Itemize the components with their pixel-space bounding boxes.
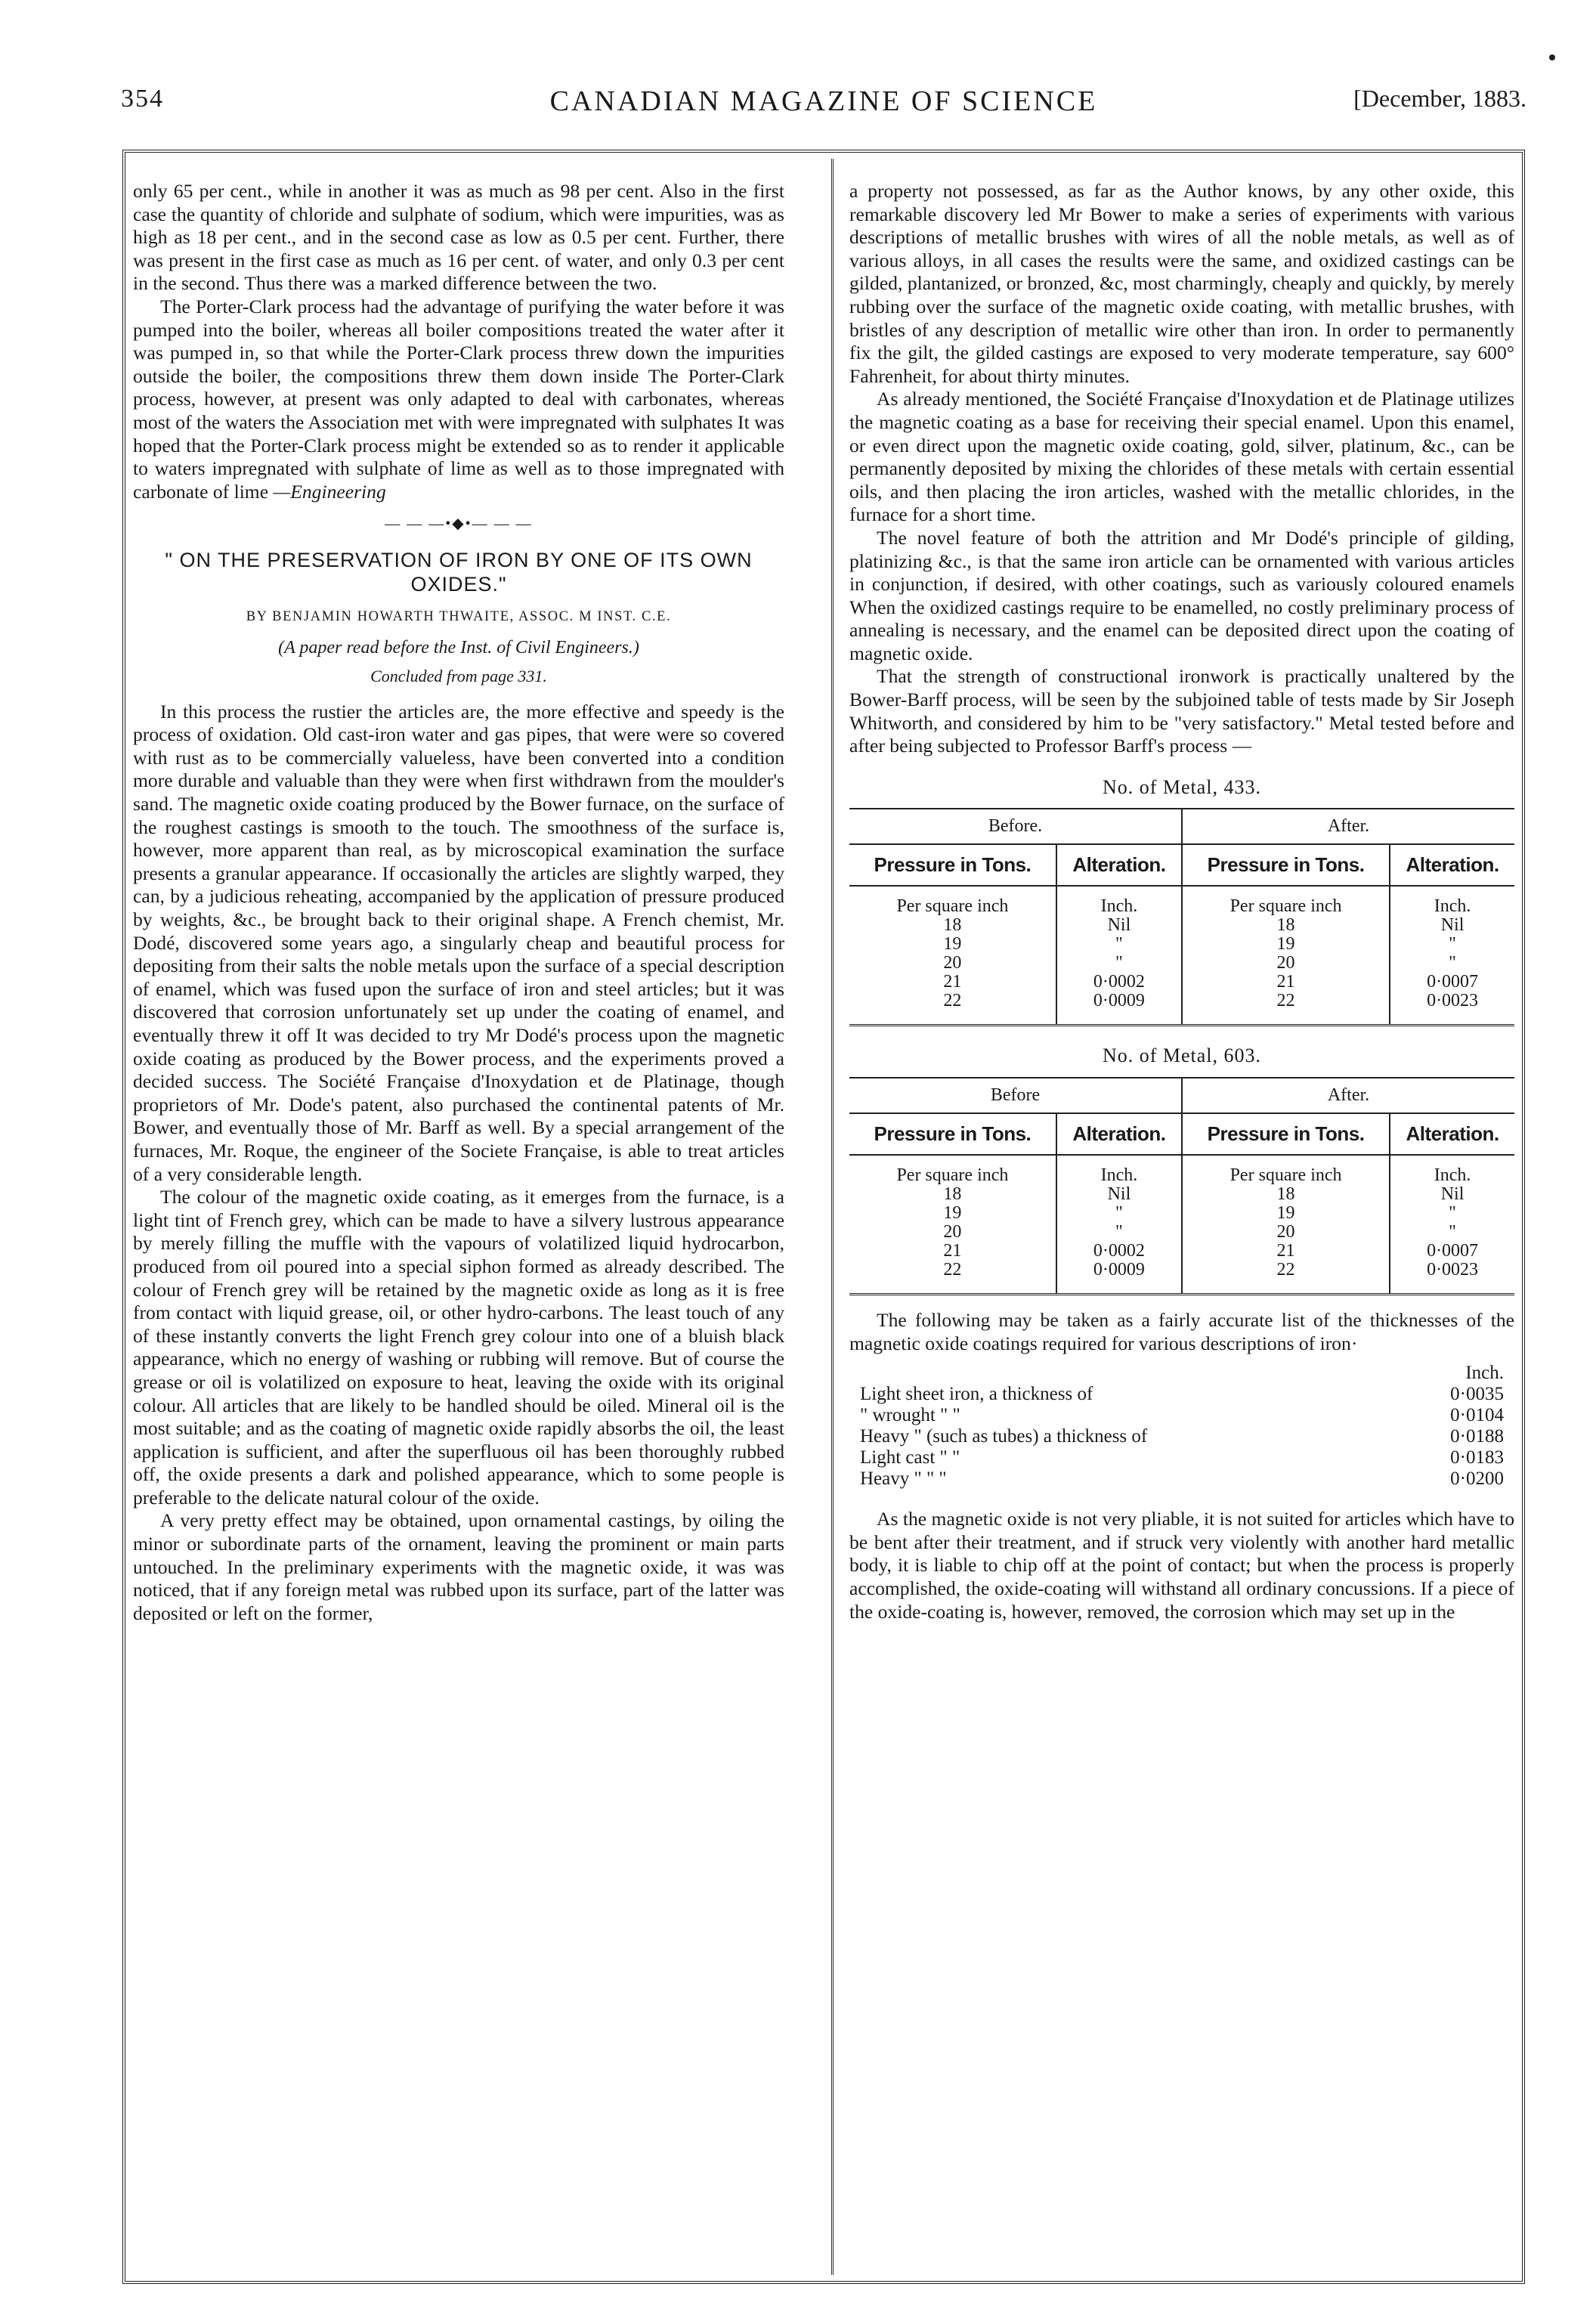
- page-number: 354: [121, 85, 164, 113]
- paragraph: As already mentioned, the Société Française d'Inoxydation et de Platinage utilizes the magnetic coating as a base for receiving their special enamel. Upon this enamel, or even direct upon the magnetic oxide coating, gold, silver, platinum, &c., can be permanently deposited by mixing the chlorides of these metals with certain essential oils, and then placing the iron articles, washed with the metallic chlorides, in the furnace for a short time.: [849, 388, 1514, 526]
- paragraph: The novel feature of both the attrition and Mr Dodé's principle of gilding, platinizing &c., is that the same iron article can be ornamented with various articles in conjunction, if desired, with other coatings, such as variously coloured enamels When the oxidized castings require to be enamelled, no costly preliminary process of annealing is necessary, and the enamel can be deposited direct upon the coating of magnetic oxide.: [849, 526, 1514, 664]
- thickness-value: 0·0200: [1450, 1468, 1504, 1490]
- source-credit: —Engineering: [273, 480, 386, 503]
- group-header-after: After.: [1182, 809, 1514, 844]
- thickness-label: Heavy " " ": [860, 1468, 947, 1490]
- table-cell: Nil: [1440, 1184, 1465, 1205]
- unit-label: Inch.: [1056, 1155, 1182, 1185]
- metal-test-table-433: [849, 808, 1514, 1026]
- table-cell: 0·0009: [1056, 992, 1182, 1026]
- thickness-label: " wrought " ": [860, 1405, 960, 1426]
- ink-dot: [1549, 54, 1555, 60]
- table-cell: 20: [1182, 1223, 1390, 1242]
- byline: BY BENJAMIN HOWARTH THWAITE, ASSOC. M INST. C.E.: [246, 608, 672, 624]
- paragraph: a property not possessed, as far as the Author knows, by any other oxide, this remarkable discovery led Mr Bower to make a series of experiments with various descriptions of metallic brushes with wires of all the noble metals, as well as of various alloys, in all cases the results were the same, and oxidized castings can be gilded, plantanized, or bronzed, &c, most charmingly, cheaply and quickly, by merely rubbing over the surface of the magnetic oxide coating, with metallic brushes, with bristles of any description of metallic wire other than iron. In order to permanently fix the gilt, the gilded castings are exposed to very moderate temperature, say 600° Fahrenheit, for about thirty minutes.: [849, 180, 1514, 387]
- table-cell: ": [1056, 935, 1182, 954]
- table-cell: 19: [849, 935, 1056, 954]
- column-header: Alteration.: [1390, 1113, 1514, 1155]
- table-cell: 0·0023: [1390, 992, 1514, 1026]
- paragraph: The colour of the magnetic oxide coating, as it emerges from the furnace, is a light tint of French grey, which can be made to have a silvery lustrous appearance by merely filling the muffle with the vapours of volatilized liquid hydrocarbon, produced from oil poured into a special siphon formed as already described. The colour of French grey will be retained by the magnetic oxide as long as it is free from contact with liquid grease, oil, or other hydro-carbons. The least touch of any of these instantly converts the light French grey colour into one of a bluish black appearance, which no energy of washing or rubbing will remove. But of course the grease or oil is volatilized on exposure to heat, leaving the oxide with its original colour. All articles that are likely to be handled should be oiled. Mineral oil is the most suitable; and as the coating of magnetic oxide rapidly absorbs the oil, the least application is sufficient, and after the superfluous oil has been thoroughly rubbed off, the oxide presents a dark and polished appearance, which to some people is preferable to the delicate natural colour of the oxide.: [133, 1186, 784, 1509]
- column-header: Alteration.: [1056, 1113, 1182, 1155]
- table-cell: 18: [849, 1185, 1056, 1204]
- table-cell: 19: [849, 1204, 1056, 1223]
- list-item: [860, 1468, 1504, 1490]
- issue-date: [December, 1883.: [1353, 85, 1526, 112]
- paragraph: only 65 per cent., while in another it was as much as 98 per cent. Also in the first case the quantity of chloride and sulphate of sodium, which were impurities, was as high as 18 per cent., and in the second case as low as 0.5 per cent. Further, there was present in the first case as much as 16 per cent. of water, and only 0.3 per cent in the second. Thus there was a marked difference between the two.: [133, 180, 784, 295]
- table-cell: ": [1449, 1203, 1456, 1224]
- table-cell: 22: [1182, 1261, 1390, 1295]
- right-column: [849, 180, 1514, 1623]
- table-cell: 0·0007: [1427, 972, 1479, 992]
- unit-label: Per square inch: [849, 1155, 1056, 1185]
- unit-label: Per square inch: [1182, 886, 1390, 916]
- thickness-label: Light sheet iron, a thickness of: [860, 1384, 1093, 1405]
- table-cell: 0·0007: [1427, 1241, 1479, 1261]
- thickness-label: Light cast " ": [860, 1447, 960, 1468]
- table-cell: 0·0009: [1056, 1261, 1182, 1295]
- paper-note: (A paper read before the Inst. of Civil Engineers.): [278, 637, 639, 658]
- continuation-note: Concluded from page 331.: [370, 667, 547, 686]
- thickness-label: Heavy " (such as tubes) a thickness of: [860, 1426, 1148, 1447]
- paragraph: The following may be taken as a fairly accurate list of the thicknesses of the magnetic oxide coatings required for various descriptions of iron·: [849, 1309, 1514, 1354]
- left-column: [133, 180, 784, 1625]
- unit-label: Inch.: [1434, 896, 1471, 917]
- paragraph: That the strength of constructional ironwork is practically unaltered by the Bower-Barff process, will be seen by the subjoined table of tests made by Sir Joseph Whitworth, and considered by him to be "very satisfactory." Metal tested before and after being subjected to Professor Barff's process —: [849, 665, 1514, 757]
- paragraph-text: The Porter-Clark process had the advantage of purifying the water before it was pumped into the boiler, whereas all boiler compositions treated the water after it was pumped in, so that while the Porter-Clark process threw down the impurities outside the boiler, the compositions threw them down inside The Porter-Clark process, however, at present was only adapted to deal with carbonates, whereas most of the waters the Association met with were impregnated with sulphates It was hoped that the Porter-Clark process might be extended so as to render it applicable to waters impregnated with sulphate of lime as well as to those impregnated with carbonate of lime: [133, 295, 784, 503]
- list-item: [860, 1405, 1504, 1426]
- table-cell: 22: [1182, 992, 1390, 1026]
- group-header-before: Before: [849, 1078, 1182, 1113]
- table-cell: ": [1449, 934, 1456, 955]
- table-cell: Nil: [1056, 1185, 1182, 1204]
- paragraph: A very pretty effect may be obtained, upon ornamental castings, by oiling the minor or subordinate parts of the ornament, leaving the prominent or main parts untouched. In the preliminary experiments with the magnetic oxide, it was was noticed, that if any foreign metal was rubbed upon its surface, part of the latter was deposited or left on the former,: [133, 1509, 784, 1624]
- table-cell: 20: [1182, 954, 1390, 973]
- table-cell: ": [1449, 1222, 1456, 1242]
- column-header: Pressure in Tons.: [1182, 1113, 1390, 1155]
- thickness-list: [860, 1363, 1504, 1490]
- thickness-unit: Inch.: [1465, 1363, 1504, 1384]
- table-cell: Nil: [1440, 915, 1465, 936]
- table-cell: 20: [849, 954, 1056, 973]
- unit-label: Per square inch: [849, 886, 1056, 916]
- table-cell: 0·0002: [1056, 973, 1182, 992]
- list-item: [860, 1384, 1504, 1405]
- table-cell: 0·0023: [1390, 1261, 1514, 1295]
- table-cell: 22: [849, 992, 1056, 1026]
- table-cell: 20: [849, 1223, 1056, 1242]
- table-cell: 21: [1182, 973, 1390, 992]
- table-cell: 21: [1182, 1242, 1390, 1261]
- column-header: Alteration.: [1056, 844, 1182, 886]
- thickness-value: 0·0035: [1450, 1384, 1504, 1405]
- unit-label: Inch.: [1434, 1165, 1471, 1186]
- unit-label: Inch.: [1056, 886, 1182, 916]
- table-title: No. of Metal, 603.: [1102, 1044, 1262, 1067]
- table-cell: 0·0002: [1056, 1242, 1182, 1261]
- group-header-after: After.: [1182, 1078, 1514, 1113]
- table-cell: ": [1056, 954, 1182, 973]
- thickness-value: 0·0188: [1450, 1426, 1504, 1447]
- table-cell: 18: [1182, 916, 1390, 935]
- table-cell: 19: [1182, 1204, 1390, 1223]
- table-cell: ": [1056, 1204, 1182, 1223]
- table-cell: 18: [1182, 1185, 1390, 1204]
- table-cell: 18: [849, 916, 1056, 935]
- running-head: [121, 85, 1526, 130]
- unit-label: Per square inch: [1182, 1155, 1390, 1185]
- paragraph: As the magnetic oxide is not very pliable, it is not suited for articles which have to be bent after their treatment, and if struck very violently with another hard metallic body, it is liable to chip off at the point of contact; but when the process is properly accomplished, the oxide-coating will withstand all ordinary concussions. If a piece of the oxide-coating is, however, removed, the corrosion which may set up in the: [849, 1508, 1514, 1623]
- list-item: [860, 1426, 1504, 1447]
- column-header: Pressure in Tons.: [849, 1113, 1056, 1155]
- table-cell: Nil: [1056, 916, 1182, 935]
- column-header: Pressure in Tons.: [849, 844, 1056, 886]
- table-cell: ": [1449, 953, 1456, 973]
- paragraph: In this process the rustier the articles are, the more effective and speedy is the process of oxidation. Old cast-iron water and gas pipes, that were were so covered with rust as to be commercially valueless, have been converted into a condition more durable and valuable than they were when first withdrawn from the moulder's sand. The magnetic oxide coating produced by the Bower furnace, on the surface of the roughest castings is smooth to the touch. The smoothness of the surface is, however, more apparent than real, as by microscopical examination the surface presents a granular appearance. If occasionally the articles are slightly warped, they can, by a judicious reheating, accompanied by the application of pressure produced by weights, &c., be brought back to their original shape. A French chemist, Mr. Dodé, discovered some years ago, a singularly cheap and beautiful process for depositing from their salts the noble metals upon the surface of a special description of enamel, which was fused upon the surface of iron and steel articles; but it was discovered that corrosion unfortunately set up under the coating of enamel, and eventually threw it off It was decided to try Mr Dodé's process upon the magnetic oxide coating as produced by the Bower process, and the experiments proved a decided success. The Société Française d'Inoxydation et de Platinage, though proprietors of Mr. Dode's patent, also purchased the continental patents of Mr. Bower, and eventually those of Mr. Barff as well. By a special arrangement of the furnaces, Mr. Roque, the engineer of the Societe Française, is able to treat articles of a very considerable length.: [133, 700, 784, 1185]
- thickness-value: 0·0183: [1450, 1447, 1504, 1468]
- table-title: No. of Metal, 433.: [1102, 775, 1262, 798]
- journal-title: CANADIAN MAGAZINE OF SCIENCE: [549, 85, 1098, 117]
- metal-test-table-603: [849, 1077, 1514, 1295]
- column-rule: [831, 159, 834, 2275]
- column-header: Alteration.: [1390, 844, 1514, 886]
- section-separator: — — —•◆•— — —: [385, 515, 533, 533]
- column-header: Pressure in Tons.: [1182, 844, 1390, 886]
- table-cell: 21: [849, 973, 1056, 992]
- paragraph: [133, 296, 784, 503]
- list-item: [860, 1447, 1504, 1468]
- table-cell: 21: [849, 1242, 1056, 1261]
- article-title: " ON THE PRESERVATION OF IRON BY ONE OF ITS OWN OXIDES.": [165, 548, 753, 596]
- table-cell: 19: [1182, 935, 1390, 954]
- thickness-value: 0·0104: [1450, 1405, 1504, 1426]
- table-cell: ": [1056, 1223, 1182, 1242]
- group-header-before: Before.: [849, 809, 1182, 844]
- table-cell: 22: [849, 1261, 1056, 1295]
